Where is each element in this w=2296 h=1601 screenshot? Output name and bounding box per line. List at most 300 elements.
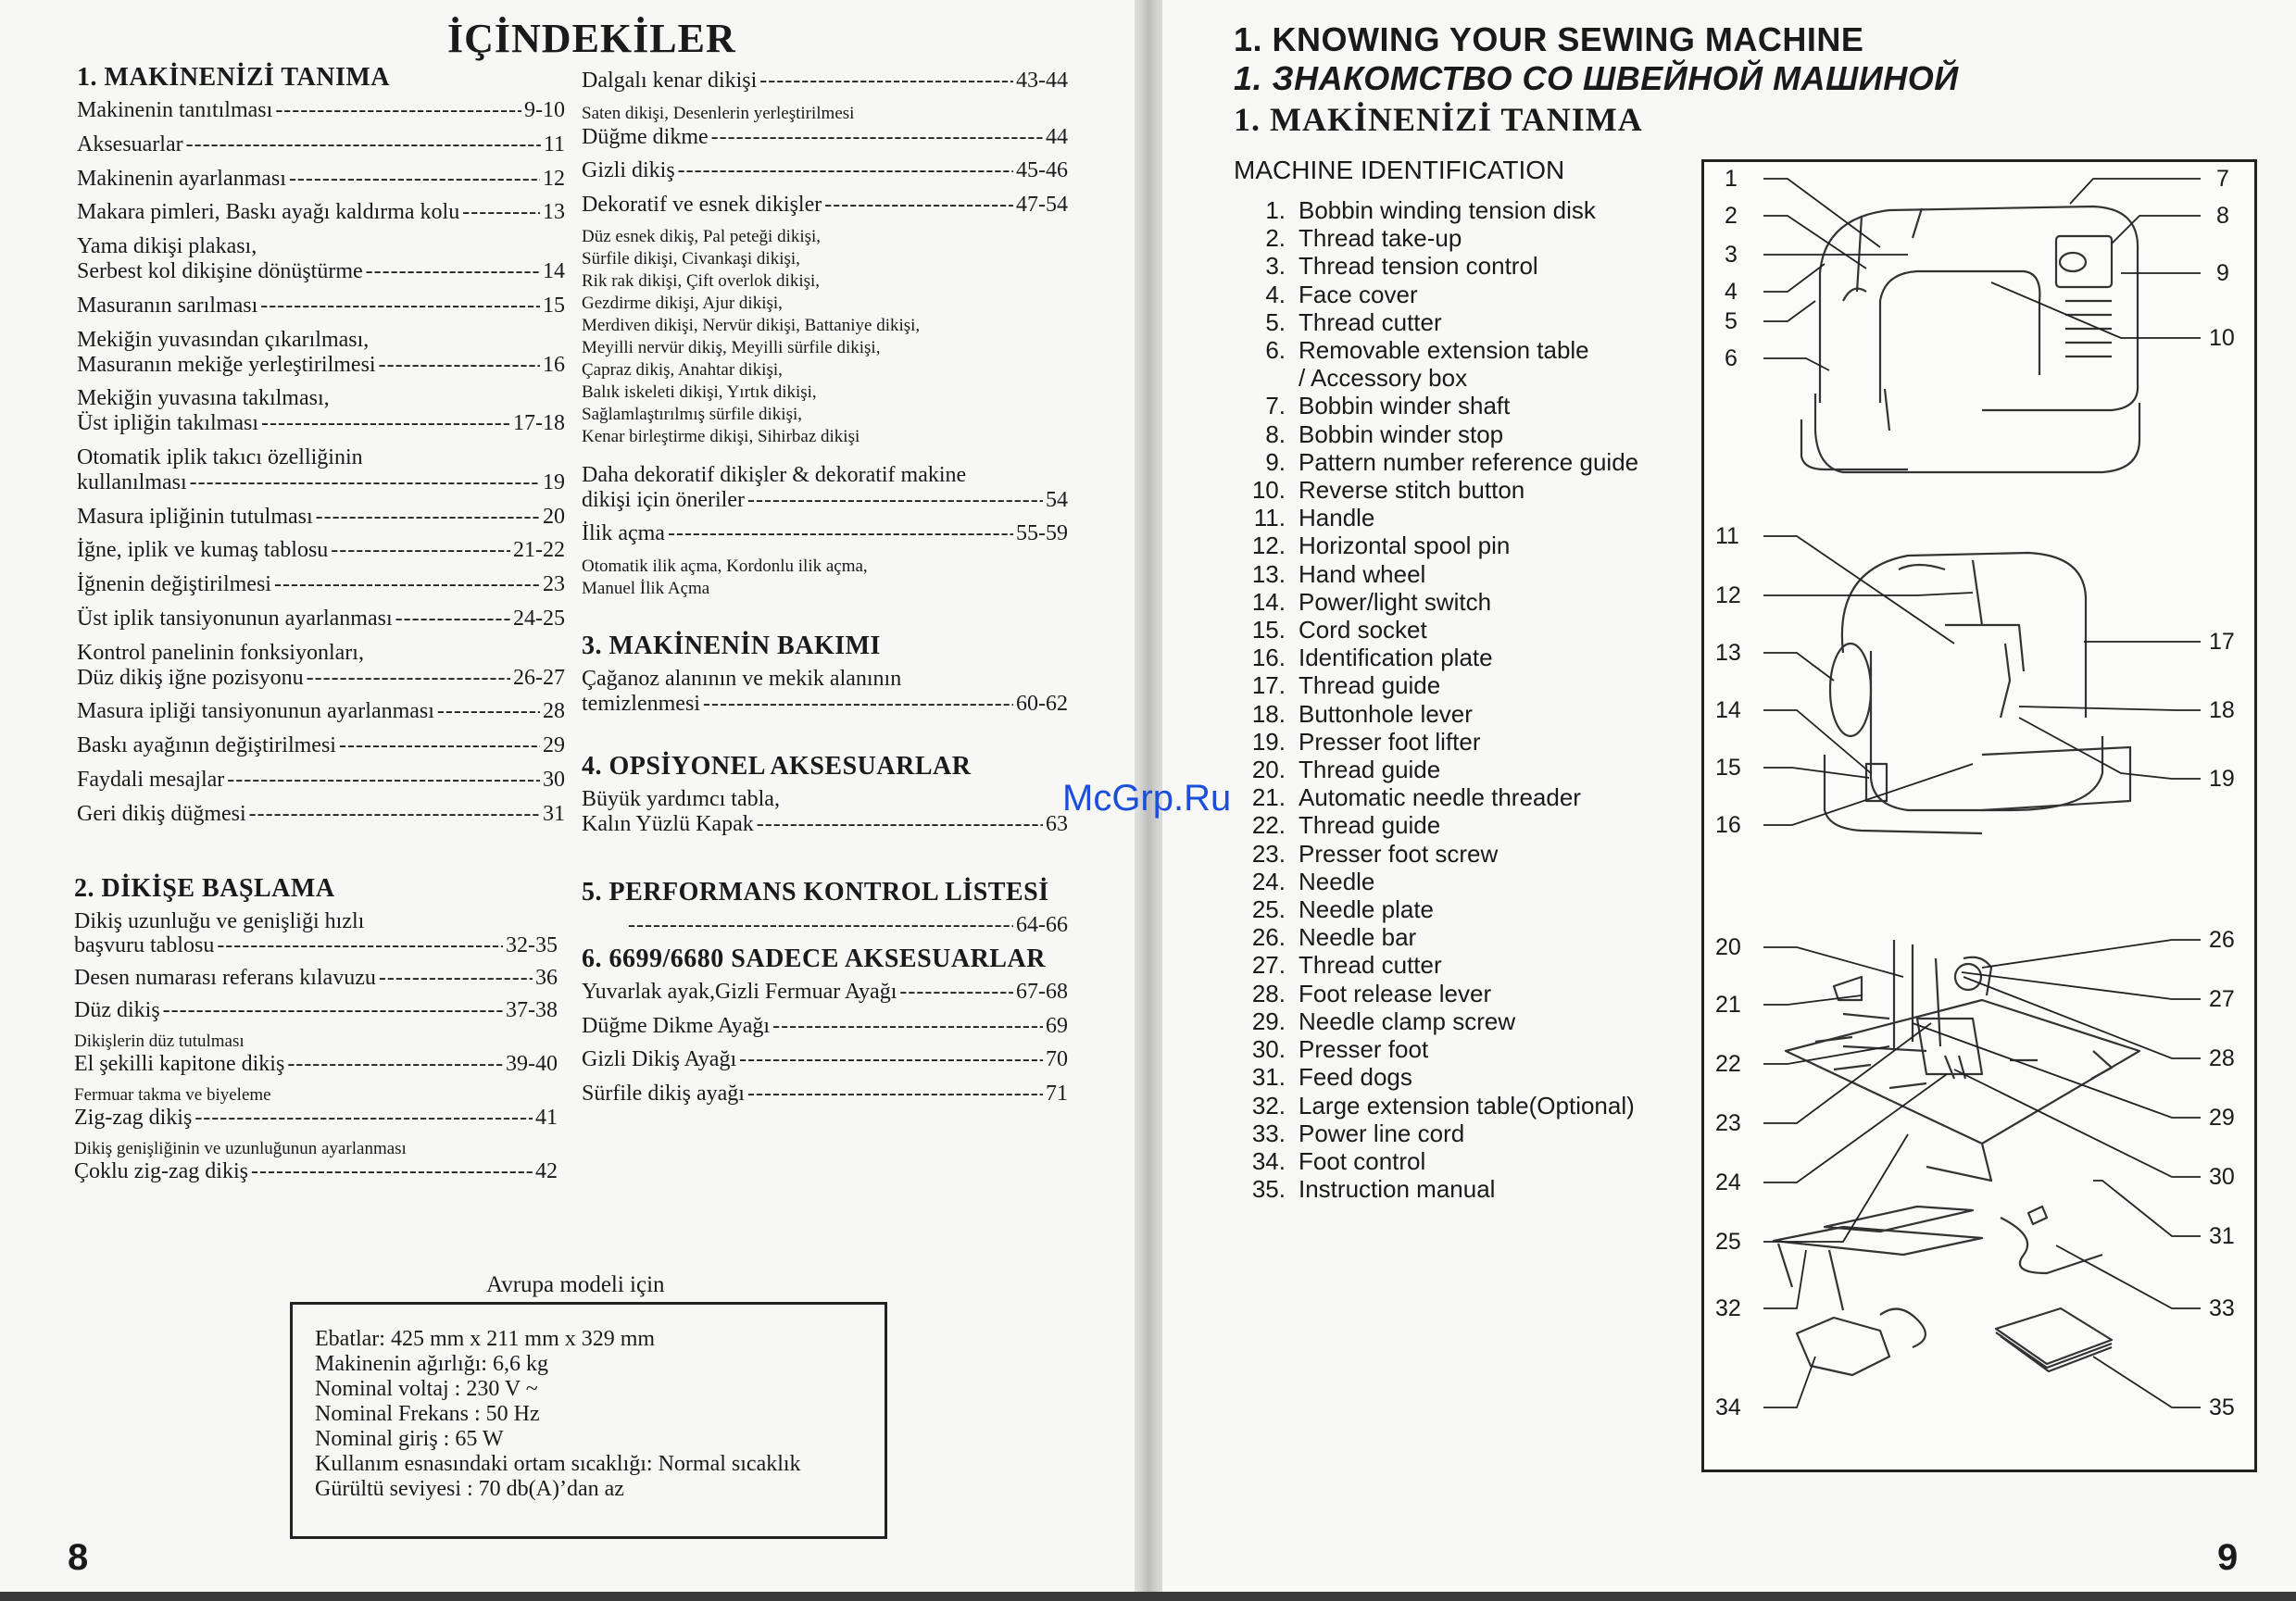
- toc-page-number: 26-27: [513, 665, 565, 690]
- toc-entry: [582, 556, 1068, 578]
- toc-entry: [582, 125, 1068, 159]
- toc-entry-text: Sürfile dikiş ayağı: [582, 1081, 745, 1106]
- toc-page-number: 70: [1046, 1047, 1068, 1071]
- toc-entry: [77, 167, 565, 201]
- toc-entry: [74, 966, 558, 998]
- callout-number: 10: [2209, 325, 2235, 351]
- callout-number: 16: [1715, 812, 1741, 838]
- part-label: Thread take-up: [1299, 224, 1462, 253]
- part-item: [1234, 951, 1638, 979]
- machine-identification-heading: MACHINE IDENTIFICATION: [1234, 156, 1565, 184]
- toc-page-number: 69: [1046, 1013, 1068, 1038]
- toc-title: İÇİNDEKİLER: [447, 16, 736, 61]
- toc-leader-dots: [759, 69, 1013, 94]
- toc-leader-dots: [668, 521, 1013, 546]
- toc-leader-dots: [757, 812, 1043, 837]
- part-item: [1234, 1035, 1638, 1063]
- toc-entry-text: Düğme dikme: [582, 124, 709, 149]
- callout-number: 13: [1715, 640, 1741, 666]
- spec-line: Kullanım esnasındaki ortam sıcaklığı: Normal sıcaklık: [315, 1452, 801, 1476]
- toc-leader-dots: [217, 933, 503, 958]
- parts-list: [1234, 196, 1638, 1203]
- toc-leader-dots: [462, 200, 540, 225]
- toc-entry-text: El şekilli kapitone dikiş: [74, 1051, 285, 1076]
- toc-leader-dots: [261, 411, 510, 436]
- toc-entry: [77, 259, 565, 294]
- toc-entry: [77, 802, 565, 836]
- callout-number: 31: [2209, 1223, 2235, 1249]
- toc-entry-text: Dikiş genişliğinin ve uzunluğunun ayarlanması: [74, 1138, 407, 1158]
- toc-entry-text: Dalgalı kenar dikişi: [582, 69, 758, 93]
- callout-number: 4: [1725, 279, 1738, 305]
- part-item: [1234, 476, 1638, 504]
- toc-entry-text: Otomatik iplik takıcı özelliğinin: [77, 444, 363, 469]
- part-label: Thread cutter: [1299, 951, 1442, 980]
- toc-leader-dots: [703, 692, 1013, 717]
- toc-entry-text: Daha dekoratif dikişler & dekoratif makine: [582, 463, 967, 487]
- toc-entry: [77, 386, 565, 411]
- toc-page-number: 24-25: [513, 607, 565, 631]
- part-item: [1234, 783, 1638, 811]
- part-item: [1234, 1007, 1638, 1035]
- stitch-name-line: Merdiven dikişi, Nervür dikişi, Battaniye dikişi,: [582, 316, 921, 335]
- toc-entry-text: Masuranın mekiğe yerleştirilmesi: [77, 352, 376, 377]
- part-number: 30.: [1251, 1035, 1286, 1064]
- part-label: Presser foot: [1299, 1035, 1429, 1064]
- section-1-list: [77, 98, 565, 836]
- part-number: 20.: [1251, 756, 1286, 784]
- part-label: Needle plate: [1299, 895, 1434, 924]
- part-number: 14.: [1251, 587, 1286, 616]
- spec-line: Nominal Frekans : 50 Hz: [315, 1402, 540, 1426]
- part-item: [1234, 868, 1638, 895]
- toc-entry-text: Otomatik ilik açma, Kordonlu ilik açma,: [582, 556, 868, 576]
- part-number: 27.: [1251, 951, 1286, 980]
- toc-entry-text: başvuru tablosu: [74, 932, 215, 957]
- toc-leader-dots: [747, 488, 1043, 513]
- part-item: [1234, 588, 1638, 616]
- part-item: [1234, 1147, 1638, 1175]
- part-item: [1234, 700, 1638, 728]
- part-label: Foot control: [1299, 1146, 1426, 1175]
- toc-entry-text: Düz dikiş iğne pozisyonu: [77, 665, 304, 690]
- toc-leader-dots: [186, 132, 541, 157]
- callout-number: 17: [2209, 629, 2235, 655]
- part-label: Presser foot lifter: [1299, 727, 1481, 756]
- callout-number: 5: [1725, 308, 1738, 334]
- toc-entry-text: Kontrol panelinin fonksiyonları,: [77, 640, 364, 665]
- right-page: [1162, 0, 2296, 1601]
- toc-page-number: 71: [1046, 1081, 1068, 1106]
- part-number: 19.: [1251, 727, 1286, 756]
- toc-column-2-list: [582, 69, 1068, 226]
- toc-page-number: 16: [543, 352, 565, 377]
- part-item: [1234, 1092, 1638, 1119]
- toc-entry-text: Gizli Dikiş Ayağı: [582, 1047, 737, 1071]
- callout-number: 9: [2216, 260, 2229, 286]
- spec-line: Nominal voltaj : 230 V ~: [315, 1377, 538, 1401]
- part-number: 17.: [1251, 671, 1286, 700]
- spec-box: [290, 1302, 887, 1539]
- toc-entry-text: Baskı ayağının değiştirilmesi: [77, 733, 336, 758]
- heading-turkish: 1. MAKİNENİZİ TANIMA: [1234, 101, 1643, 138]
- toc-entry: [74, 1031, 558, 1052]
- toc-entry-text: Üst iplik tansiyonunun ayarlanması: [77, 607, 393, 631]
- part-item: [1234, 308, 1638, 336]
- toc-column-2-list-b: [582, 463, 1068, 600]
- toc-page-number: 44: [1046, 124, 1068, 149]
- part-item: [1234, 728, 1638, 756]
- toc-leader-dots: [190, 470, 540, 495]
- toc-entry-text: Dikiş uzunluğu ve genişliği hızlı: [74, 909, 365, 933]
- toc-entry: [582, 521, 1068, 556]
- toc-entry: [74, 1159, 558, 1192]
- part-item: [1234, 392, 1638, 419]
- part-label: Needle bar: [1299, 923, 1417, 952]
- part-item: [1234, 671, 1638, 699]
- toc-entry-text: Serbest kol dikişine dönüştürme: [77, 259, 363, 284]
- toc-entry: [582, 69, 1068, 103]
- toc-leader-dots: [307, 666, 510, 691]
- part-item: [1234, 532, 1638, 559]
- part-label: Buttonhole lever: [1299, 699, 1473, 728]
- heading-russian: 1. ЗНАКОМСТВО СО ШВЕЙНОЙ МАШИНОЙ: [1234, 59, 1959, 97]
- watermark: McGrp.Ru: [1062, 778, 1232, 819]
- part-number: 2.: [1265, 224, 1286, 253]
- toc-leader-dots: [772, 1014, 1043, 1039]
- toc-page-number: 43-44: [1016, 69, 1068, 93]
- part-number: 12.: [1251, 532, 1286, 560]
- toc-entry-text: Düğme Dikme Ayağı: [582, 1013, 771, 1038]
- toc-entry: [77, 200, 565, 234]
- part-label: Power/light switch: [1299, 587, 1492, 616]
- part-label: Needle: [1299, 867, 1375, 895]
- stitch-name-line: Kenar birleştirme dikişi, Sihirbaz dikişi: [582, 427, 860, 446]
- toc-entry: [582, 158, 1068, 193]
- part-label: Face cover: [1299, 280, 1418, 308]
- toc-leader-dots: [274, 572, 540, 597]
- part-number: 8.: [1265, 419, 1286, 448]
- callout-number: 18: [2209, 697, 2235, 723]
- callout-number: 22: [1715, 1051, 1741, 1077]
- toc-leader-dots: [739, 1047, 1043, 1072]
- toc-leader-dots: [249, 802, 540, 827]
- stitch-name-line: Çapraz dikiş, Anahtar dikişi,: [582, 360, 783, 380]
- toc-entry-text: Fermuar takma ve biyeleme: [74, 1084, 271, 1105]
- toc-leader-dots: [227, 768, 540, 793]
- part-label: Thread guide: [1299, 756, 1441, 784]
- section-3-heading: 3. MAKİNENİN BAKIMI: [582, 632, 881, 660]
- part-number: 25.: [1251, 895, 1286, 924]
- machine-front-view: [1801, 206, 2139, 472]
- callout-number: 12: [1715, 582, 1741, 608]
- part-number: 4.: [1265, 280, 1286, 308]
- toc-leader-dots: [678, 158, 1013, 183]
- toc-entry-text: kullanılması: [77, 469, 187, 494]
- part-item: [1234, 644, 1638, 671]
- toc-entry-text: Desen numarası referans kılavuzu: [74, 965, 376, 990]
- toc-entry-text: Makinenin tanıtılması: [77, 98, 273, 122]
- part-label: Removable extension table: [1299, 336, 1589, 365]
- section-2-list: [74, 909, 558, 1192]
- part-number: 1.: [1265, 196, 1286, 224]
- toc-entry: [582, 692, 1068, 726]
- part-label: Horizontal spool pin: [1299, 532, 1511, 560]
- part-item: [1234, 281, 1638, 308]
- part-label: Identification plate: [1299, 644, 1493, 672]
- toc-entry-text: Kalın Yüzlü Kapak: [582, 811, 754, 836]
- toc-entry: [77, 733, 565, 768]
- toc-page-number: 47-54: [1016, 192, 1068, 217]
- part-label: Power line cord: [1299, 1119, 1465, 1147]
- toc-page-number: 23: [543, 572, 565, 597]
- part-label: Instruction manual: [1299, 1175, 1496, 1204]
- callout-number: 14: [1715, 697, 1741, 723]
- part-number: 21.: [1251, 783, 1286, 812]
- toc-entry: [582, 1014, 1068, 1048]
- toc-page-number: 45-46: [1016, 158, 1068, 183]
- bottom-shadow: [0, 1592, 2296, 1601]
- part-label: Feed dogs: [1299, 1063, 1412, 1092]
- toc-entry-text: Masuranın sarılması: [77, 293, 258, 318]
- toc-entry: [582, 578, 1068, 600]
- section-6-list: [582, 980, 1068, 1115]
- toc-entry: [77, 505, 565, 539]
- toc-page-number: 54: [1046, 487, 1068, 512]
- section-3-list: [582, 667, 1068, 725]
- stitch-name-line: Gezdirme dikişi, Ajur dikişi,: [582, 294, 783, 313]
- toc-entry-text: Manuel İlik Açma: [582, 578, 710, 598]
- toc-page-number: 41: [535, 1105, 558, 1130]
- section-5-entry: ----- 64-66: [628, 913, 1068, 938]
- part-label: Hand wheel: [1299, 559, 1426, 588]
- toc-page-number: 39-40: [506, 1051, 558, 1076]
- toc-page-number: 55-59: [1016, 521, 1068, 546]
- toc-entry-text: Makinenin ayarlanması: [77, 166, 286, 191]
- toc-page-number: 29: [543, 733, 565, 758]
- toc-entry: [74, 1052, 558, 1084]
- toc-entry: [74, 1084, 558, 1106]
- toc-page-number: 17-18: [513, 411, 565, 436]
- callout-number: 3: [1725, 242, 1738, 268]
- callout-number: 27: [2209, 986, 2235, 1012]
- toc-entry: [77, 470, 565, 505]
- toc-entry-text: Düz dikiş: [74, 997, 160, 1022]
- section-4-list: [582, 787, 1068, 845]
- part-label: Needle clamp screw: [1299, 1007, 1516, 1035]
- part-number: 28.: [1251, 979, 1286, 1007]
- spec-line: Makinenin ağırlığı: 6,6 kg: [315, 1352, 548, 1376]
- part-label: Thread tension control: [1299, 252, 1538, 281]
- part-number: 34.: [1251, 1146, 1286, 1175]
- part-number: 9.: [1265, 447, 1286, 476]
- left-page: [0, 0, 1135, 1601]
- part-item: [1234, 895, 1638, 923]
- stitch-name-line: Sağlamlaştırılmış sürfile dikişi,: [582, 405, 803, 424]
- part-number: 3.: [1265, 252, 1286, 281]
- part-item: [1234, 923, 1638, 951]
- callout-number: 35: [2209, 1395, 2235, 1420]
- stitch-name-line: Sürfile dikişi, Civankaşi dikişi,: [582, 249, 800, 269]
- section-5-heading: 5. PERFORMANS KONTROL LİSTESİ: [582, 878, 1049, 907]
- part-item: [1234, 196, 1638, 224]
- callout-number: 29: [2209, 1105, 2235, 1131]
- toc-page-number: 15: [543, 293, 565, 318]
- toc-entry: [74, 909, 558, 933]
- part-number: 6.: [1265, 336, 1286, 365]
- callout-number: 21: [1715, 992, 1741, 1018]
- toc-entry: [77, 572, 565, 607]
- toc-page-number: 31: [543, 801, 565, 826]
- callout-number: 1: [1725, 166, 1738, 192]
- part-label: Presser foot screw: [1299, 839, 1499, 868]
- toc-entry-text: Dekoratif ve esnek dikişler: [582, 192, 822, 217]
- toc-leader-dots: [379, 966, 533, 991]
- toc-page-number: 63: [1046, 811, 1068, 836]
- toc-entry: [582, 787, 1068, 812]
- part-number: 11.: [1253, 504, 1286, 532]
- toc-entry: [77, 699, 565, 733]
- part-item: [1234, 448, 1638, 476]
- toc-page-number: 32-35: [506, 932, 558, 957]
- toc-entry: [582, 1047, 1068, 1082]
- part-label: Cord socket: [1299, 616, 1427, 644]
- toc-entry-text: Çağanoz alanının ve mekik alanının: [582, 667, 902, 691]
- heading-english: 1. KNOWING YOUR SEWING MACHINE: [1234, 20, 1864, 58]
- toc-entry: [77, 132, 565, 167]
- toc-entry: [582, 193, 1068, 227]
- page-number-right: 9: [2217, 1537, 2239, 1578]
- toc-entry: [77, 328, 565, 353]
- part-item: [1234, 336, 1638, 364]
- toc-entry-text: dikişi için öneriler: [582, 487, 745, 512]
- toc-leader-dots: [747, 1082, 1043, 1107]
- toc-page-number: 14: [543, 259, 565, 284]
- toc-page-number: 67-68: [1016, 980, 1068, 1004]
- toc-page-number: 21-22: [513, 538, 565, 563]
- toc-entry: [582, 103, 1068, 125]
- part-item: [1234, 560, 1638, 588]
- toc-leader-dots: [366, 259, 540, 284]
- toc-entry-text: İğne, iplik ve kumaş tablosu: [77, 538, 329, 563]
- spec-line: Nominal giriş : 65 W: [315, 1427, 504, 1451]
- part-number: 31.: [1251, 1063, 1286, 1092]
- toc-leader-dots: [379, 353, 540, 378]
- toc-leader-dots: [711, 125, 1043, 150]
- section-1-heading: 1. MAKİNENİZİ TANIMA: [77, 63, 390, 92]
- callout-number: 34: [1715, 1395, 1741, 1420]
- toc-entry: [77, 538, 565, 572]
- callout-number: 25: [1715, 1229, 1741, 1255]
- callout-number: 7: [2216, 166, 2229, 192]
- part-number: 23.: [1251, 839, 1286, 868]
- toc-page-number: 19: [543, 469, 565, 494]
- part-label: Bobbin winder stop: [1299, 419, 1504, 448]
- toc-entry-text: Çoklu zig-zag dikiş: [74, 1158, 248, 1183]
- toc-entry: [77, 445, 565, 470]
- part-label: Pattern number reference guide: [1299, 447, 1639, 476]
- toc-entry: [77, 768, 565, 802]
- toc-entry: [77, 666, 565, 700]
- part-number: 13.: [1251, 559, 1286, 588]
- section-4-heading: 4. OPSİYONEL AKSESUARLAR: [582, 752, 972, 781]
- part-label: Automatic needle threader: [1299, 783, 1581, 812]
- part-number: 16.: [1251, 644, 1286, 672]
- part-item: [1234, 420, 1638, 448]
- toc-entry-text: Masura ipliği tansiyonunun ayarlanması: [77, 699, 434, 724]
- toc-entry-text: Saten dikişi, Desenlerin yerleştirilmesi: [582, 103, 855, 123]
- toc-entry-text: Masura ipliğinin tutulması: [77, 504, 313, 529]
- toc-leader-dots: [275, 98, 521, 123]
- callout-number: 32: [1715, 1295, 1741, 1321]
- accessories-view: [1774, 1207, 2112, 1375]
- toc-leader-dots: [395, 607, 510, 632]
- part-number: 26.: [1251, 923, 1286, 952]
- toc-page-number: 36: [535, 965, 558, 990]
- toc-entry: [582, 463, 1068, 488]
- toc-entry: [74, 933, 558, 966]
- callout-number: 26: [2209, 927, 2235, 953]
- toc-page-number: 42: [535, 1158, 558, 1183]
- part-item: [1234, 1063, 1638, 1091]
- toc-entry: [77, 234, 565, 259]
- toc-leader-dots: [289, 167, 540, 192]
- toc-leader-dots: [824, 193, 1013, 218]
- toc-entry: [582, 1082, 1068, 1116]
- spec-line: Gürültü seviyesi : 70 db(A)’dan az: [315, 1477, 624, 1501]
- toc-leader-dots: [194, 1106, 533, 1131]
- part-item: [1234, 1175, 1638, 1203]
- toc-entry-text: Mekiğin yuvasına takılması,: [77, 386, 330, 411]
- spec-line: Ebatlar: 425 mm x 211 mm x 329 mm: [315, 1327, 656, 1351]
- toc-leader-dots: [260, 294, 540, 319]
- toc-entry: [77, 294, 565, 328]
- machine-diagram: [1701, 159, 2257, 1472]
- toc-entry: [77, 641, 565, 666]
- callout-number: 11: [1715, 523, 1739, 549]
- part-label: Large extension table(Optional): [1299, 1091, 1635, 1119]
- callout-leader-lines: [1763, 179, 2201, 1407]
- part-number: 29.: [1251, 1007, 1286, 1035]
- part-number: 33.: [1251, 1119, 1286, 1147]
- stitch-names-list: [582, 226, 1068, 448]
- part-label: Bobbin winding tension disk: [1299, 196, 1596, 224]
- needle-area-view: [1786, 940, 2139, 1181]
- part-label: Reverse stitch button: [1299, 476, 1525, 505]
- toc-leader-dots: [316, 505, 540, 530]
- toc-page-number: 30: [543, 768, 565, 793]
- toc-entry-text: temizlenmesi: [582, 691, 700, 716]
- part-item: [1234, 1119, 1638, 1147]
- toc-entry-text: Aksesuarlar: [77, 131, 183, 156]
- part-label: / Accessory box: [1299, 364, 1468, 393]
- part-item: [1234, 840, 1638, 868]
- toc-page-number: 28: [543, 699, 565, 724]
- toc-leader-dots: [437, 699, 540, 724]
- part-item: [1234, 811, 1638, 839]
- toc-leader-dots: [251, 1159, 533, 1184]
- toc-page-number: 11: [543, 131, 565, 156]
- part-item: [1234, 616, 1638, 644]
- section-2-heading: 2. DİKİŞE BAŞLAMA: [74, 874, 335, 903]
- toc-entry: [582, 980, 1068, 1014]
- callout-number: 20: [1715, 934, 1741, 960]
- part-item: [1234, 224, 1638, 252]
- toc-entry-text: Dikişlerin düz tutulması: [74, 1031, 245, 1051]
- toc-leader-dots: [163, 998, 503, 1023]
- toc-leader-dots: [339, 733, 540, 758]
- part-label: Thread guide: [1299, 671, 1441, 700]
